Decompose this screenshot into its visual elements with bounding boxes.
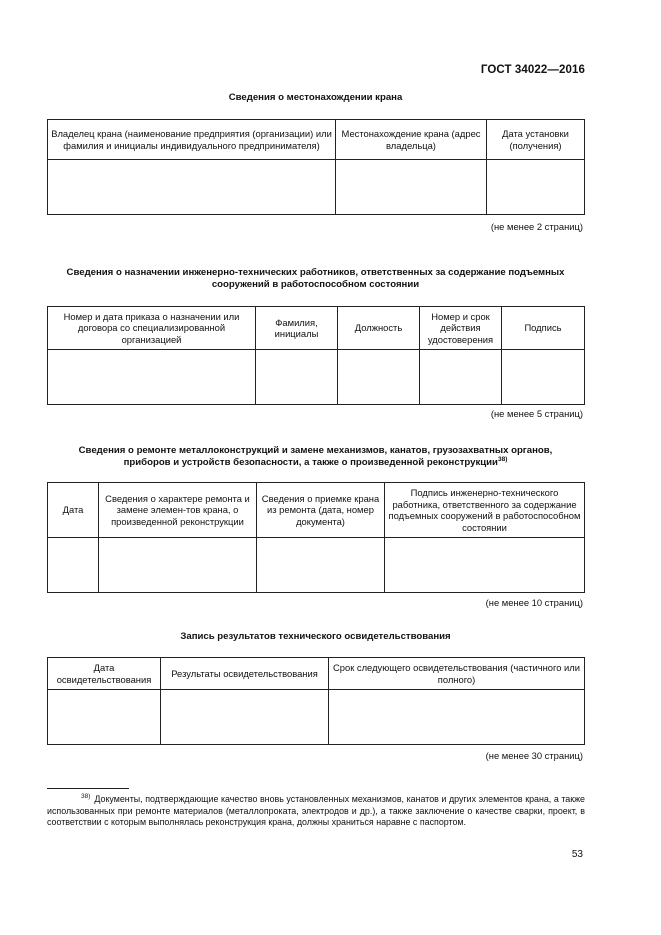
table-cell — [256, 350, 338, 405]
title-line: приборов и устройств безопасности, а также о произведенной реконструкции — [123, 457, 498, 468]
col-location: Местонахождение крана (адрес владельца) — [336, 120, 487, 160]
table-cell — [502, 350, 585, 405]
col-next-inspection: Срок следующего освидетельствования (частичного или полного) — [329, 658, 585, 690]
table-cell — [338, 350, 420, 405]
section-title-inspection: Запись результатов технического освидетельствования — [180, 631, 451, 642]
footnote-mark: 38) — [81, 793, 91, 801]
table-cell — [420, 350, 502, 405]
table-row — [48, 690, 585, 745]
col-inspection-results: Результаты освидетельствования — [161, 658, 329, 690]
title-line: Сведения о ремонте металлоконструкций и замене механизмов, канатов, грузозахватных органов, — [78, 445, 553, 456]
table-cell — [487, 160, 585, 215]
table-cell — [336, 160, 487, 215]
col-order-number: Номер и дата приказа о назначении или договора со специализированной организацией — [48, 307, 256, 350]
col-name: Фамилия, инициалы — [256, 307, 338, 350]
table-row — [48, 538, 585, 593]
title-line: Сведения о назначении инженерно-технических работников, ответственных за содержание подъемных — [66, 267, 565, 278]
table-cell — [99, 538, 257, 593]
table-cell — [48, 538, 99, 593]
page-number: 53 — [571, 849, 583, 860]
table-cell — [257, 538, 385, 593]
col-date: Дата — [48, 483, 99, 538]
section-title-crane-location: Сведения о местонахождении крана — [228, 92, 403, 103]
title-line: сооружений в работоспособном состоянии — [211, 279, 420, 290]
table-row — [48, 160, 585, 215]
footnote-ref: 38) — [497, 455, 508, 463]
min-pages-note: (не менее 2 страниц) — [490, 221, 583, 232]
col-owner: Владелец крана (наименование предприятия (организации) или фамилия и инициалы индивидуального предпринимателя) — [48, 120, 336, 160]
table-row — [48, 350, 585, 405]
table-cell — [48, 160, 336, 215]
footnote — [47, 794, 585, 829]
table-cell — [48, 350, 256, 405]
inspection-table — [47, 657, 585, 745]
col-signature: Подпись — [502, 307, 585, 350]
col-install-date: Дата установки (получения) — [487, 120, 585, 160]
col-engineer-signature: Подпись инженерно-технического работника, ответственного за содержание подъемных сооружений в работоспособном состоянии — [385, 483, 585, 538]
repairs-table — [47, 482, 585, 593]
table-cell — [161, 690, 329, 745]
table-cell — [385, 538, 585, 593]
col-repair-info: Сведения о характере ремонта и замене элемен-тов крана, о произведенной реконструкции — [99, 483, 257, 538]
col-inspection-date: Дата освидетельствования — [48, 658, 161, 690]
section-title-responsible-staff — [47, 267, 584, 291]
col-acceptance: Сведения о приемке крана из ремонта (дата, номер документа) — [257, 483, 385, 538]
footnote-separator — [47, 788, 129, 789]
table-cell — [329, 690, 585, 745]
min-pages-note: (не менее 5 страниц) — [490, 408, 583, 419]
footnote-text: Документы, подтверждающие качество вновь установленных механизмов, канатов и других элементов крана, а также использованных при ремонте материалов (металлопроката, электродов и др.), а также заключение о качестве сварки, проект, в соответствии с которым выполнялась реконструкция крана, должны храниться наравне с паспортом. — [47, 794, 585, 828]
crane-location-table — [47, 119, 585, 215]
responsible-staff-table — [47, 306, 585, 405]
min-pages-note: (не менее 10 страниц) — [485, 597, 583, 608]
col-position: Должность — [338, 307, 420, 350]
document-code: ГОСТ 34022—2016 — [480, 64, 585, 76]
section-title-repairs — [47, 445, 584, 469]
col-certificate: Номер и срок действия удостоверения — [420, 307, 502, 350]
table-cell — [48, 690, 161, 745]
min-pages-note: (не менее 30 страниц) — [485, 750, 583, 761]
